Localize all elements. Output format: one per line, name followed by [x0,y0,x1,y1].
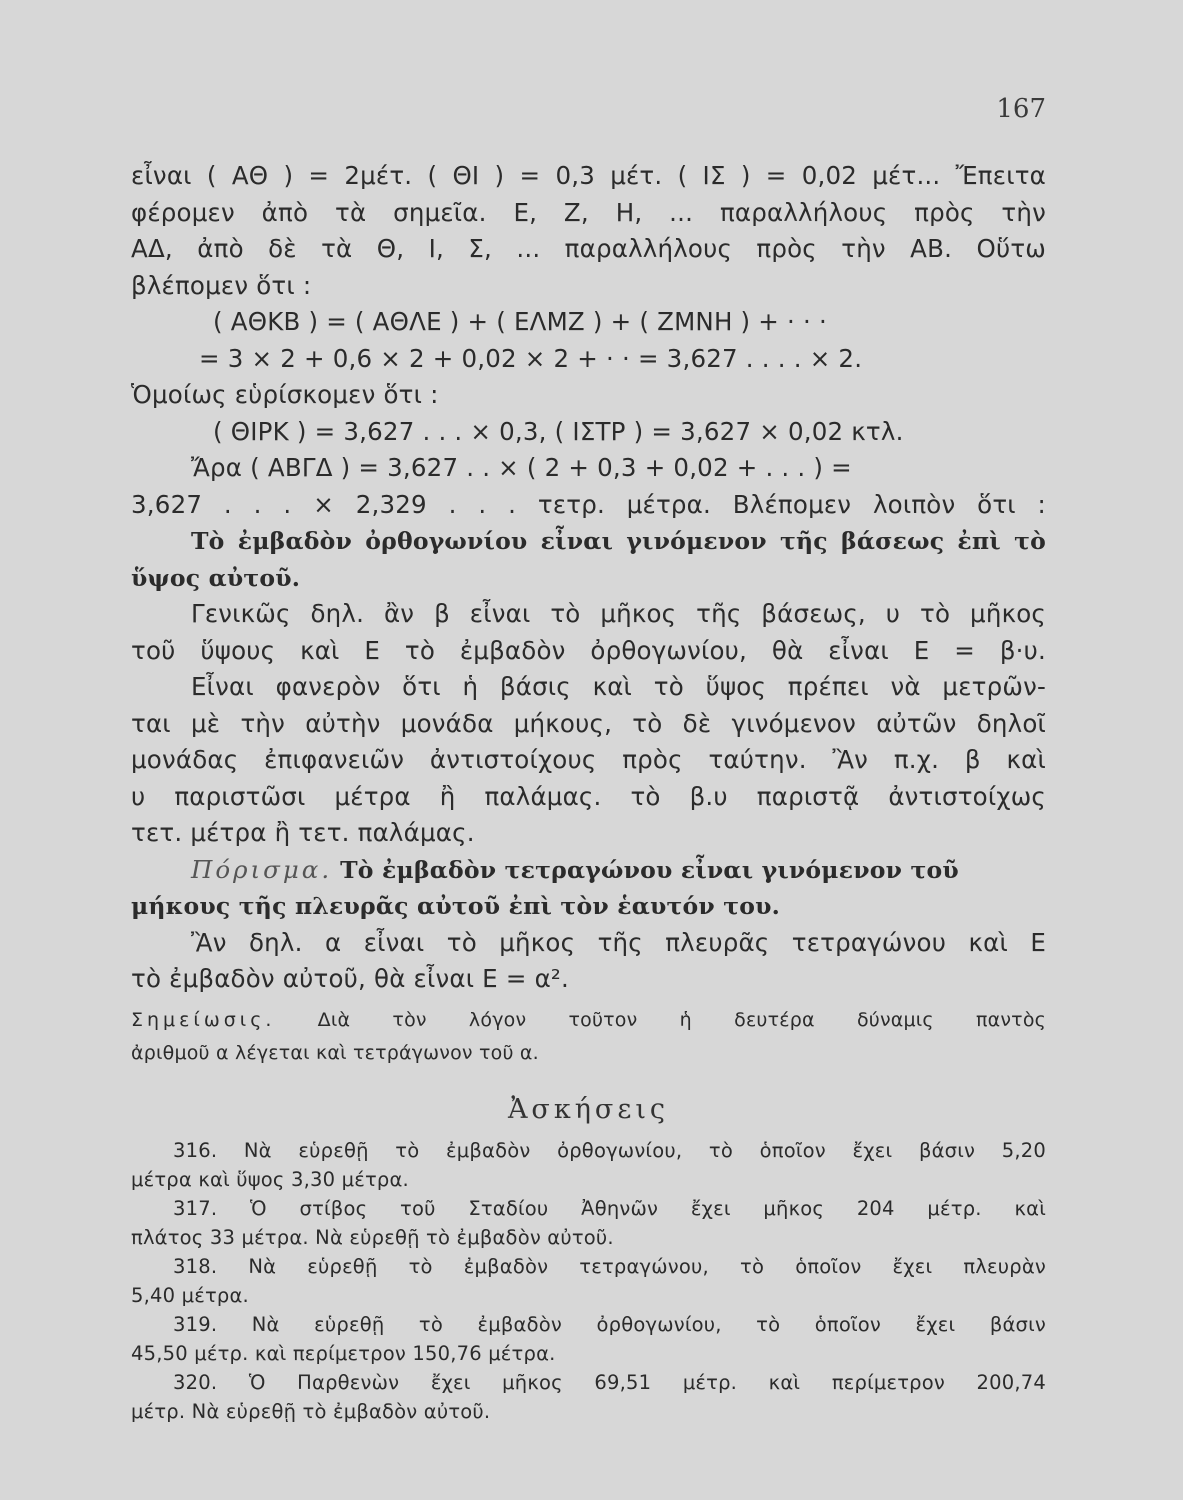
text-line: μονάδας ἐπιφανειῶν ἀντιστοίχους πρὸς ταύτην. Ἂν π.χ. β καὶ [131,745,1046,774]
text-line: ται μὲ τὴν αὐτὴν μονάδα μήκους, τὸ δὲ γινόμενον αὐτῶν δηλοῖ [131,708,1046,738]
exercise-item [131,1252,1046,1310]
page-number: 167 [996,94,1046,124]
exercise-line: 316. Νὰ εὑρεθῇ τὸ ἐμβαδὸν ὀρθογωνίου, τὸ ὁποῖον ἔχει βάσιν 5,20 [173,1138,1046,1162]
text-line: Ὁμοίως εὑρίσκομεν ὅτι : [131,380,439,409]
text-line: τὸ ἐμβαδὸν αὐτοῦ, θὰ εἶναι Ε = α². [131,964,569,993]
exercise-line: 318. Νὰ εὑρεθῇ τὸ ἐμβαδὸν τετραγώνου, τὸ ὁποῖον ἔχει πλευρὰν [173,1254,1046,1278]
exercise-item [131,1368,1046,1426]
exercise-item [131,1136,1046,1194]
exercise-line: 319. Νὰ εὑρεθῇ τὸ ἐμβαδὸν ὀρθογωνίου, τὸ ὁποῖον ἔχει βάσιν [173,1312,1046,1336]
text-line: Εἶναι φανερὸν ὅτι ἡ βάσις καὶ τὸ ὕψος πρέπει νὰ μετρῶν- [191,672,1046,701]
exercise-line: 320. Ὁ Παρθενὼν ἔχει μῆκος 69,51 μέτρ. καὶ περίμετρον 200,74 [173,1370,1046,1394]
page-body [131,158,1046,1426]
theorem-line: Τὸ ἐμβαδὸν ὀρθογωνίου εἶναι γινόμενον τῆς βάσεως ἐπὶ τὸ [191,527,1046,555]
note-label: Σημείωσις. [131,1008,276,1031]
exercise-line: 317. Ὁ στίβος τοῦ Σταδίου Ἀθηνῶν ἔχει μῆκος 204 μέτρ. καὶ [173,1196,1046,1220]
text-line: βλέπομεν ὅτι : [131,270,312,300]
exercise-line: μέτρ. Νὰ εὑρεθῇ τὸ ἐμβαδὸν αὐτοῦ. [131,1399,491,1423]
exercise-line: 5,40 μέτρα. [131,1283,249,1307]
note-line: ἀριθμοῦ α λέγεται καὶ τετράγωνον τοῦ α. [131,1041,539,1064]
corollary-line: μήκους τῆς πλευρᾶς αὐτοῦ ἐπὶ τὸν ἑαυτόν του. [131,892,781,920]
exercise-item [131,1310,1046,1368]
exercises-heading: Ἀσκήσεις [507,1093,670,1125]
equation-line: 3,627 . . . × 2,329 . . . τετρ. μέτρα. Βλέπομεν λοιπὸν ὅτι : [131,489,1046,519]
text-line: τοῦ ὕψους καὶ Ε τὸ ἐμβαδὸν ὀρθογωνίου, θὰ εἶναι Ε = β·υ. [131,635,1046,665]
equation-line: Ἄρα ( ΑΒΓΔ ) = 3,627 . . × ( 2 + 0,3 + 0,02 + . . . ) = [191,453,852,482]
theorem-line: ὕψος αὐτοῦ. [131,563,301,592]
equation-line: ( ΘΙΡΚ ) = 3,627 . . . × 0,3, ( ΙΣΤΡ ) = 3,627 × 0,02 κτλ. [213,416,904,446]
equation-line: = 3 × 2 + 0,6 × 2 + 0,02 × 2 + · · = 3,627 . . . . × 2. [199,343,863,373]
text-line: Ἂν δηλ. α εἶναι τὸ μῆκος τῆς πλευρᾶς τετραγώνου καὶ Ε [191,927,1046,957]
exercise-item [131,1194,1046,1252]
equation-line: ( ΑΘΚΒ ) = ( ΑΘΛΕ ) + ( ΕΛΜΖ ) + ( ΖΜΝΗ ) + · · · [213,307,827,336]
corollary-line [131,852,1046,889]
exercise-list [131,1136,1046,1426]
text-line: ΑΔ, ἀπὸ δὲ τὰ Θ, Ι, Σ, ... παραλλήλους πρὸς τὴν ΑΒ. Οὕτω [131,234,1046,263]
exercise-line: 45,50 μέτρ. καὶ περίμετρον 150,76 μέτρα. [131,1341,556,1365]
text-line: τετ. μέτρα ἢ τετ. παλάμας. [131,818,475,847]
exercise-line: πλάτος 33 μέτρα. Νὰ εὑρεθῇ τὸ ἐμβαδὸν αὐτοῦ. [131,1225,614,1249]
corollary-text: Τὸ ἐμβαδὸν τετραγώνου εἶναι γινόμενον τοῦ [340,855,959,884]
corollary-label: Πόρισμα. [191,854,333,884]
note-text: Διὰ τὸν λόγον τοῦτον ἡ δευτέρα δύναμις παντὸς [317,1008,1046,1031]
note-line [131,1004,1046,1037]
text-line: υ παριστῶσι μέτρα ἢ παλάμας. τὸ β.υ παριστᾷ ἀντιστοίχως [131,781,1046,811]
text-line: φέρομεν ἀπὸ τὰ σημεῖα. Ε, Ζ, Η, ... παραλλήλους πρὸς τὴν [131,197,1046,227]
text-line: Γενικῶς δηλ. ἂν β εἶναι τὸ μῆκος τῆς βάσεως, υ τὸ μῆκος [191,599,1046,628]
text-line: εἶναι ( ΑΘ ) = 2μέτ. ( ΘΙ ) = 0,3 μέτ. ( ΙΣ ) = 0,02 μέτ... Ἔπειτα [131,161,1046,190]
exercise-line: μέτρα καὶ ὕψος 3,30 μέτρα. [131,1167,409,1191]
